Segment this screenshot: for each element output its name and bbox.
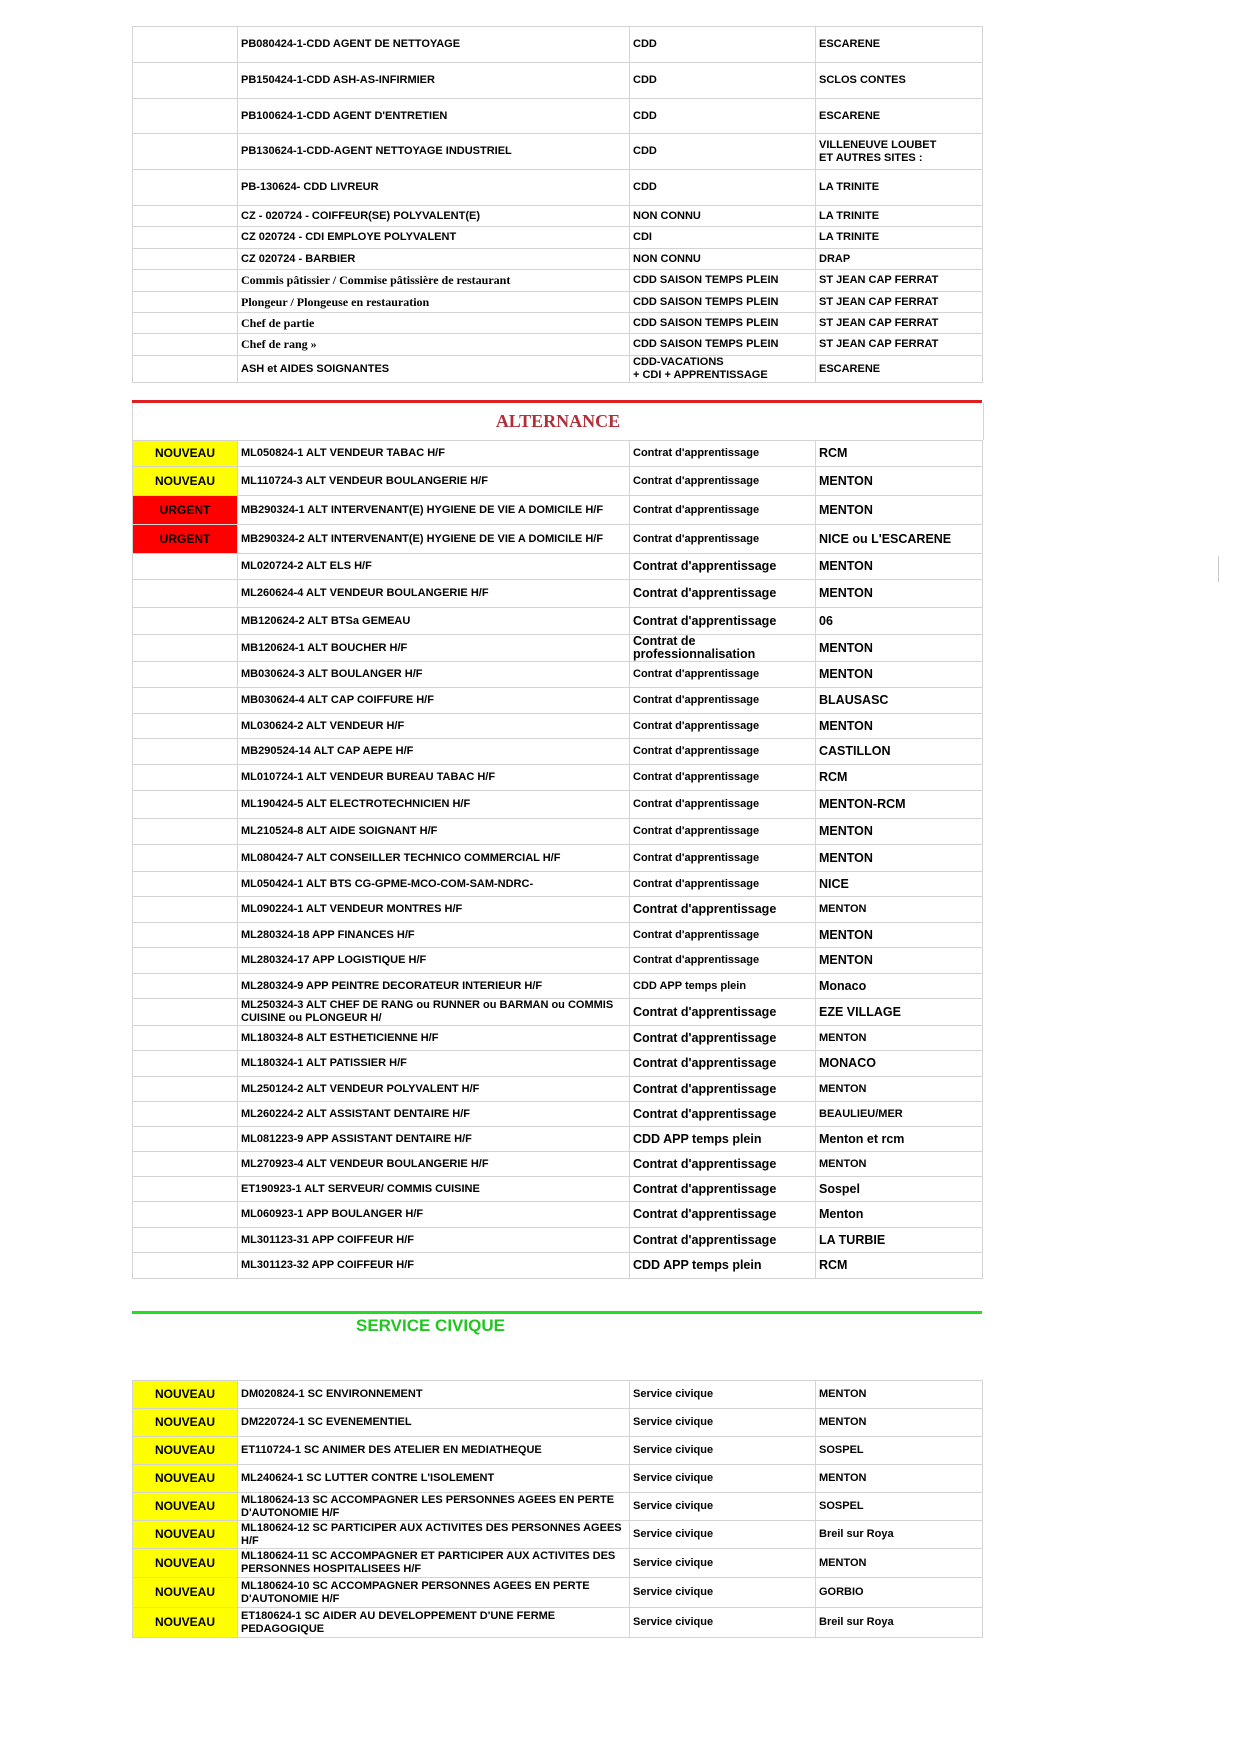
contract-type: Contrat d'apprentissage: [630, 714, 816, 739]
contract-type: Contrat d'apprentissage: [630, 897, 816, 923]
status-badge: NOUVEAU: [133, 1381, 238, 1409]
contract-type: Contrat d'apprentissage: [630, 999, 816, 1026]
contract-type: Service civique: [630, 1608, 816, 1638]
service-civique-table: [132, 1380, 983, 1638]
table-row: [133, 496, 983, 525]
job-location: VILLENEUVE LOUBET ET AUTRES SITES :: [816, 134, 983, 170]
contract-type: Contrat d'apprentissage: [630, 580, 816, 608]
job-title: ASH et AIDES SOIGNANTES: [238, 356, 630, 383]
contract-type: CDD-VACATIONS + CDI + APPRENTISSAGE: [630, 356, 816, 383]
job-location: DRAP: [816, 249, 983, 270]
job-location: SCLOS CONTES: [816, 63, 983, 99]
status-badge: [133, 845, 238, 872]
table-row: [133, 1437, 983, 1465]
status-badge: [133, 27, 238, 63]
table-row: [133, 1381, 983, 1409]
table-row: [133, 1202, 983, 1228]
table-row: [133, 1608, 983, 1638]
contract-type: Contrat d'apprentissage: [630, 923, 816, 948]
table-row: [133, 134, 983, 170]
job-title: MB290524-14 ALT CAP AEPE H/F: [238, 739, 630, 765]
job-location: ESCARENE: [816, 356, 983, 383]
job-title: PB-130624- CDD LIVREUR: [238, 170, 630, 206]
job-title: MB030624-3 ALT BOULANGER H/F: [238, 662, 630, 688]
contract-type: Contrat d'apprentissage: [630, 1051, 816, 1077]
contract-type: CDD SAISON TEMPS PLEIN: [630, 292, 816, 313]
job-location: Monaco: [816, 974, 983, 999]
contract-type: Contrat d'apprentissage: [630, 1202, 816, 1228]
status-badge: [133, 791, 238, 819]
job-title: MB120624-2 ALT BTSa GEMEAU: [238, 608, 630, 635]
status-badge: [133, 206, 238, 227]
table-row: [133, 1493, 983, 1521]
table-row: [133, 714, 983, 739]
table-row: [133, 1152, 983, 1177]
table-row: [133, 63, 983, 99]
table-row: [133, 1102, 983, 1127]
job-location: MENTON: [816, 662, 983, 688]
status-badge: [133, 134, 238, 170]
job-title: MB290324-2 ALT INTERVENANT(E) HYGIENE DE VIE A DOMICILE H/F: [238, 525, 630, 554]
table-row: [133, 467, 983, 496]
contract-type: Contrat d'apprentissage: [630, 496, 816, 525]
job-title: ML260224-2 ALT ASSISTANT DENTAIRE H/F: [238, 1102, 630, 1127]
table-row: [133, 27, 983, 63]
table-row: [133, 313, 983, 334]
contract-type: Service civique: [630, 1381, 816, 1409]
contract-type: Contrat d'apprentissage: [630, 441, 816, 467]
status-badge: [133, 765, 238, 791]
job-location: ESCARENE: [816, 27, 983, 63]
contract-type: Contrat d'apprentissage: [630, 1077, 816, 1102]
job-title: CZ 020724 - BARBIER: [238, 249, 630, 270]
job-location: MENTON: [816, 819, 983, 845]
contract-type: Contrat d'apprentissage: [630, 845, 816, 872]
contract-type: Contrat d'apprentissage: [630, 467, 816, 496]
job-location: Menton: [816, 1202, 983, 1228]
job-location: ST JEAN CAP FERRAT: [816, 313, 983, 334]
status-badge: [133, 270, 238, 292]
table-row: [133, 1465, 983, 1493]
contract-type: CDD SAISON TEMPS PLEIN: [630, 334, 816, 356]
job-title: ML270923-4 ALT VENDEUR BOULANGERIE H/F: [238, 1152, 630, 1177]
table-row: [133, 791, 983, 819]
status-badge: NOUVEAU: [133, 1465, 238, 1493]
contract-type: CDD: [630, 134, 816, 170]
status-badge: NOUVEAU: [133, 467, 238, 496]
status-badge: [133, 63, 238, 99]
job-location: SOSPEL: [816, 1493, 983, 1521]
status-badge: [133, 1177, 238, 1202]
job-location: MENTON: [816, 554, 983, 580]
status-badge: NOUVEAU: [133, 1409, 238, 1437]
contract-type: CDD APP temps plein: [630, 1253, 816, 1279]
job-location: Sospel: [816, 1177, 983, 1202]
table-row: [133, 1549, 983, 1578]
contract-type: Service civique: [630, 1409, 816, 1437]
job-title: DM220724-1 SC EVENEMENTIEL: [238, 1409, 630, 1437]
status-badge: NOUVEAU: [133, 1493, 238, 1521]
table-row: [133, 688, 983, 714]
status-badge: [133, 227, 238, 249]
status-badge: [133, 249, 238, 270]
table-row: [133, 948, 983, 974]
table-row: [133, 270, 983, 292]
job-location: EZE VILLAGE: [816, 999, 983, 1026]
status-badge: [133, 897, 238, 923]
contract-type: Contrat d'apprentissage: [630, 525, 816, 554]
job-title: ML301123-31 APP COIFFEUR H/F: [238, 1228, 630, 1253]
table-row: [133, 441, 983, 467]
job-title: ML050424-1 ALT BTS CG-GPME-MCO-COM-SAM-NDRC-: [238, 872, 630, 897]
job-title: ET110724-1 SC ANIMER DES ATELIER EN MEDIATHEQUE: [238, 1437, 630, 1465]
status-badge: NOUVEAU: [133, 1437, 238, 1465]
job-location: MENTON: [816, 897, 983, 923]
status-badge: URGENT: [133, 496, 238, 525]
job-title: Commis pâtissier / Commise pâtissière de restaurant: [238, 270, 630, 292]
table-row: [133, 525, 983, 554]
job-location: ESCARENE: [816, 99, 983, 134]
contract-type: CDD: [630, 170, 816, 206]
status-badge: [133, 1026, 238, 1051]
table-row: [133, 580, 983, 608]
table-row: [133, 249, 983, 270]
status-badge: [133, 1228, 238, 1253]
contract-type: Contrat d'apprentissage: [630, 1228, 816, 1253]
contract-type: Contrat d'apprentissage: [630, 791, 816, 819]
job-location: LA TRINITE: [816, 206, 983, 227]
table-row: [133, 1051, 983, 1077]
table-row: [133, 1077, 983, 1102]
table-row: [133, 227, 983, 249]
job-title: ML180624-12 SC PARTICIPER AUX ACTIVITES DES PERSONNES AGEES H/F: [238, 1521, 630, 1549]
job-location: MENTON: [816, 1026, 983, 1051]
contract-type: Service civique: [630, 1549, 816, 1578]
status-badge: [133, 662, 238, 688]
job-title: ML090224-1 ALT VENDEUR MONTRES H/F: [238, 897, 630, 923]
status-badge: NOUVEAU: [133, 1549, 238, 1578]
job-title: ML190424-5 ALT ELECTROTECHNICIEN H/F: [238, 791, 630, 819]
job-title: ML180624-11 SC ACCOMPAGNER ET PARTICIPER AUX ACTIVITES DES PERSONNES HOSPITALISEES H/F: [238, 1549, 630, 1578]
contract-type: Contrat d'apprentissage: [630, 1102, 816, 1127]
table-row: [133, 872, 983, 897]
table-row: [133, 292, 983, 313]
status-badge: [133, 1202, 238, 1228]
scrollbar-mark: [1218, 556, 1219, 582]
table-row: [133, 356, 983, 383]
job-location: MENTON: [816, 1409, 983, 1437]
contract-type: CDD APP temps plein: [630, 974, 816, 999]
job-location: NICE ou L'ESCARENE: [816, 525, 983, 554]
table-row: [133, 608, 983, 635]
job-location: BLAUSASC: [816, 688, 983, 714]
table-row: [133, 635, 983, 662]
table-row: [133, 1026, 983, 1051]
job-title: MB120624-1 ALT BOUCHER H/F: [238, 635, 630, 662]
job-location: ST JEAN CAP FERRAT: [816, 270, 983, 292]
contract-type: Contrat d'apprentissage: [630, 819, 816, 845]
job-title: ML180624-10 SC ACCOMPAGNER PERSONNES AGEES EN PERTE D'AUTONOMIE H/F: [238, 1578, 630, 1608]
cdd-table: [132, 26, 983, 383]
job-location: MENTON: [816, 845, 983, 872]
job-location: ST JEAN CAP FERRAT: [816, 292, 983, 313]
job-title: ML110724-3 ALT VENDEUR BOULANGERIE H/F: [238, 467, 630, 496]
status-badge: [133, 99, 238, 134]
table-row: [133, 99, 983, 134]
job-location: MENTON: [816, 1077, 983, 1102]
job-location: MENTON: [816, 923, 983, 948]
job-location: LA TRINITE: [816, 170, 983, 206]
status-badge: [133, 356, 238, 383]
status-badge: NOUVEAU: [133, 1521, 238, 1549]
table-row: [133, 334, 983, 356]
job-title: PB100624-1-CDD AGENT D'ENTRETIEN: [238, 99, 630, 134]
contract-type: NON CONNU: [630, 206, 816, 227]
job-title: MB290324-1 ALT INTERVENANT(E) HYGIENE DE VIE A DOMICILE H/F: [238, 496, 630, 525]
job-title: ML030624-2 ALT VENDEUR H/F: [238, 714, 630, 739]
job-title: ET180624-1 SC AIDER AU DEVELOPPEMENT D'UNE FERME PEDAGOGIQUE: [238, 1608, 630, 1638]
contract-type: Contrat d'apprentissage: [630, 662, 816, 688]
contract-type: Service civique: [630, 1578, 816, 1608]
job-title: ML260624-4 ALT VENDEUR BOULANGERIE H/F: [238, 580, 630, 608]
job-title: ML250124-2 ALT VENDEUR POLYVALENT H/F: [238, 1077, 630, 1102]
job-title: ML240624-1 SC LUTTER CONTRE L'ISOLEMENT: [238, 1465, 630, 1493]
job-title: PB150424-1-CDD ASH-AS-INFIRMIER: [238, 63, 630, 99]
status-badge: [133, 1152, 238, 1177]
contract-type: Contrat d'apprentissage: [630, 739, 816, 765]
job-title: ML020724-2 ALT ELS H/F: [238, 554, 630, 580]
table-row: [133, 1228, 983, 1253]
job-title: ML081223-9 APP ASSISTANT DENTAIRE H/F: [238, 1127, 630, 1152]
job-location: ST JEAN CAP FERRAT: [816, 334, 983, 356]
status-badge: [133, 1253, 238, 1279]
contract-type: CDI: [630, 227, 816, 249]
contract-type: Contrat d'apprentissage: [630, 554, 816, 580]
job-location: MENTON-RCM: [816, 791, 983, 819]
table-row: [133, 1521, 983, 1549]
job-title: CZ 020724 - CDI EMPLOYE POLYVALENT: [238, 227, 630, 249]
contract-type: Contrat d'apprentissage: [630, 948, 816, 974]
job-location: RCM: [816, 441, 983, 467]
contract-type: Service civique: [630, 1521, 816, 1549]
job-title: PB080424-1-CDD AGENT DE NETTOYAGE: [238, 27, 630, 63]
table-row: [133, 662, 983, 688]
contract-type: CDD: [630, 99, 816, 134]
alternance-table: [132, 440, 983, 1279]
job-location: MENTON: [816, 496, 983, 525]
job-title: ML010724-1 ALT VENDEUR BUREAU TABAC H/F: [238, 765, 630, 791]
contract-type: Contrat d'apprentissage: [630, 1152, 816, 1177]
table-row: [133, 1409, 983, 1437]
service-civique-rule: [132, 1311, 982, 1314]
contract-type: Contrat d'apprentissage: [630, 1177, 816, 1202]
table-row: [133, 819, 983, 845]
job-title: PB130624-1-CDD-AGENT NETTOYAGE INDUSTRIEL: [238, 134, 630, 170]
job-location: MENTON: [816, 580, 983, 608]
job-location: MENTON: [816, 635, 983, 662]
table-row: [133, 1578, 983, 1608]
status-badge: [133, 554, 238, 580]
job-title: CZ - 020724 - COIFFEUR(SE) POLYVALENT(E): [238, 206, 630, 227]
status-badge: [133, 999, 238, 1026]
job-location: RCM: [816, 1253, 983, 1279]
table-row: [133, 206, 983, 227]
contract-type: Contrat d'apprentissage: [630, 765, 816, 791]
status-badge: NOUVEAU: [133, 1578, 238, 1608]
contract-type: Contrat de professionnalisation: [630, 635, 816, 662]
status-badge: [133, 1077, 238, 1102]
job-location: LA TURBIE: [816, 1228, 983, 1253]
job-location: CASTILLON: [816, 739, 983, 765]
status-badge: [133, 1127, 238, 1152]
status-badge: [133, 948, 238, 974]
job-title: ML280324-17 APP LOGISTIQUE H/F: [238, 948, 630, 974]
status-badge: [133, 872, 238, 897]
job-title: ML180324-8 ALT ESTHETICIENNE H/F: [238, 1026, 630, 1051]
job-location: MENTON: [816, 1381, 983, 1409]
status-badge: [133, 635, 238, 662]
contract-type: CDD APP temps plein: [630, 1127, 816, 1152]
job-location: MENTON: [816, 467, 983, 496]
job-title: Chef de partie: [238, 313, 630, 334]
contract-type: Contrat d'apprentissage: [630, 872, 816, 897]
job-location: GORBIO: [816, 1578, 983, 1608]
contract-type: Contrat d'apprentissage: [630, 1026, 816, 1051]
status-badge: [133, 923, 238, 948]
job-location: MONACO: [816, 1051, 983, 1077]
status-badge: [133, 292, 238, 313]
contract-type: Contrat d'apprentissage: [630, 608, 816, 635]
table-row: [133, 1177, 983, 1202]
table-row: [133, 1127, 983, 1152]
status-badge: URGENT: [133, 525, 238, 554]
job-location: MENTON: [816, 1152, 983, 1177]
table-row: [133, 923, 983, 948]
contract-type: CDD SAISON TEMPS PLEIN: [630, 270, 816, 292]
table-row: [133, 897, 983, 923]
alternance-title: ALTERNANCE: [132, 403, 984, 440]
job-location: LA TRINITE: [816, 227, 983, 249]
job-location: SOSPEL: [816, 1437, 983, 1465]
status-badge: [133, 580, 238, 608]
status-badge: [133, 334, 238, 356]
table-row: [133, 1253, 983, 1279]
table-row: [133, 974, 983, 999]
job-location: NICE: [816, 872, 983, 897]
job-title: ML180624-13 SC ACCOMPAGNER LES PERSONNES AGEES EN PERTE D'AUTONOMIE H/F: [238, 1493, 630, 1521]
job-title: ML050824-1 ALT VENDEUR TABAC H/F: [238, 441, 630, 467]
job-title: ML280324-18 APP FINANCES H/F: [238, 923, 630, 948]
job-location: Breil sur Roya: [816, 1521, 983, 1549]
status-badge: [133, 688, 238, 714]
job-location: MENTON: [816, 714, 983, 739]
table-row: [133, 554, 983, 580]
contract-type: CDD SAISON TEMPS PLEIN: [630, 313, 816, 334]
table-row: [133, 739, 983, 765]
job-title: MB030624-4 ALT CAP COIFFURE H/F: [238, 688, 630, 714]
status-badge: [133, 714, 238, 739]
table-row: [133, 845, 983, 872]
job-title: ML060923-1 APP BOULANGER H/F: [238, 1202, 630, 1228]
job-title: ML180324-1 ALT PATISSIER H/F: [238, 1051, 630, 1077]
status-badge: [133, 739, 238, 765]
job-title: Chef de rang »: [238, 334, 630, 356]
job-title: ML080424-7 ALT CONSEILLER TECHNICO COMMERCIAL H/F: [238, 845, 630, 872]
job-location: MENTON: [816, 1549, 983, 1578]
status-badge: [133, 608, 238, 635]
status-badge: [133, 974, 238, 999]
contract-type: NON CONNU: [630, 249, 816, 270]
status-badge: [133, 170, 238, 206]
status-badge: NOUVEAU: [133, 1608, 238, 1638]
status-badge: [133, 1102, 238, 1127]
job-title: ET190923-1 ALT SERVEUR/ COMMIS CUISINE: [238, 1177, 630, 1202]
contract-type: Service civique: [630, 1465, 816, 1493]
job-title: ML210524-8 ALT AIDE SOIGNANT H/F: [238, 819, 630, 845]
status-badge: NOUVEAU: [133, 441, 238, 467]
table-row: [133, 170, 983, 206]
job-location: RCM: [816, 765, 983, 791]
contract-type: Contrat d'apprentissage: [630, 688, 816, 714]
job-location: MENTON: [816, 1465, 983, 1493]
table-row: [133, 999, 983, 1026]
job-location: Menton et rcm: [816, 1127, 983, 1152]
job-location: MENTON: [816, 948, 983, 974]
contract-type: CDD: [630, 27, 816, 63]
job-title: DM020824-1 SC ENVIRONNEMENT: [238, 1381, 630, 1409]
status-badge: [133, 313, 238, 334]
job-title: ML280324-9 APP PEINTRE DECORATEUR INTERIEUR H/F: [238, 974, 630, 999]
status-badge: [133, 819, 238, 845]
service-civique-title: SERVICE CIVIQUE: [356, 1316, 505, 1335]
contract-type: Service civique: [630, 1437, 816, 1465]
job-title: Plongeur / Plongeuse en restauration: [238, 292, 630, 313]
job-title: ML301123-32 APP COIFFEUR H/F: [238, 1253, 630, 1279]
job-location: 06: [816, 608, 983, 635]
job-title: ML250324-3 ALT CHEF DE RANG ou RUNNER ou BARMAN ou COMMIS CUISINE ou PLONGEUR H/: [238, 999, 630, 1026]
status-badge: [133, 1051, 238, 1077]
job-location: BEAULIEU/MER: [816, 1102, 983, 1127]
contract-type: CDD: [630, 63, 816, 99]
job-location: Breil sur Roya: [816, 1608, 983, 1638]
table-row: [133, 765, 983, 791]
contract-type: Service civique: [630, 1493, 816, 1521]
